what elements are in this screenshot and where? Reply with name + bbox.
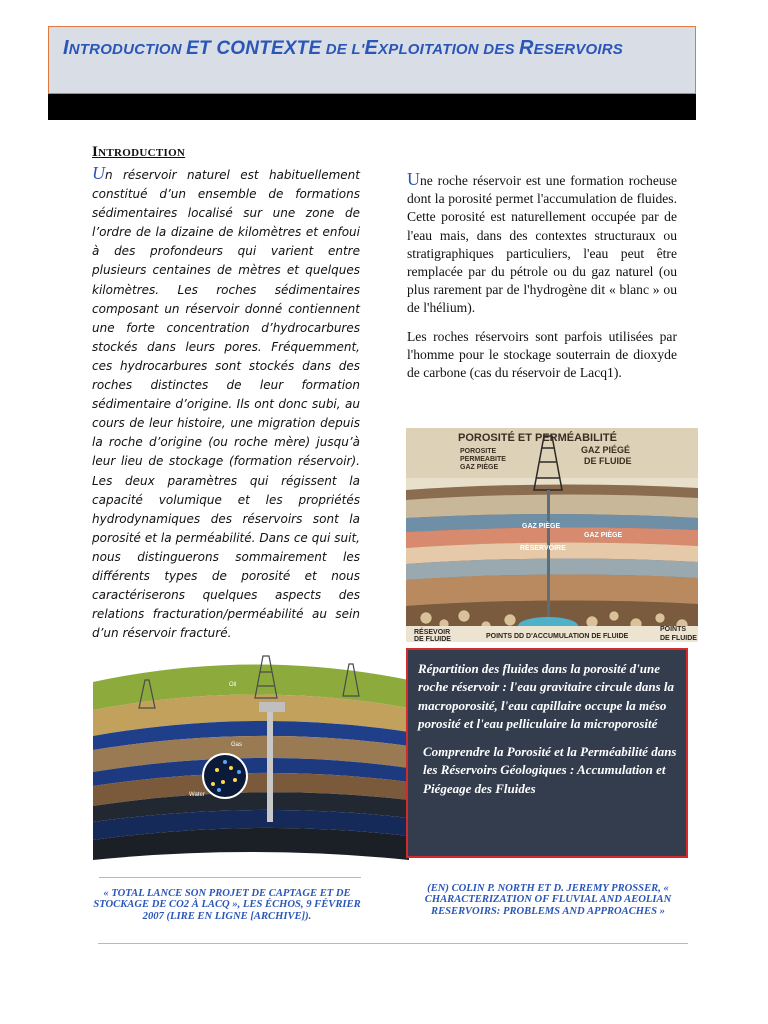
introduction-heading: Introduction <box>92 144 186 160</box>
co2-storage-paragraph: Les roches réservoirs sont parfois utilisées par l'homme pour le stockage souterrain de dioxyde de carbone (cas du réservoir de Lacq1). <box>407 328 677 381</box>
figure-label-left-3: GAZ PIÈGE <box>460 464 499 471</box>
figure-label-bottom-left-1: RÉSEVOIR <box>414 629 451 636</box>
figure-label-reservoir: RÉSERVOIRE <box>520 545 566 552</box>
footer-divider-left <box>99 877 361 878</box>
well-pipe <box>547 490 550 620</box>
figure-label-gaz2: GAZ PIÈGE <box>584 532 623 539</box>
page-header <box>48 26 696 120</box>
right-column <box>407 170 677 392</box>
figure-label-bottom-right-1: POINTS <box>660 626 687 633</box>
reservoir-definition-paragraph: Une roche réservoir est une formation rocheuse dont la porosité permet l'accumulation de fluides. Cette porosité est naturellement occupée par de l'eau mais, dans des contextes structuraux ou stratigraphiques particuliers, l'eau peut être remplacée par du pétrole ou du gaz naturel (ou plus rarement par de l'hydrogène dit « blanc » ou de l'hélium). <box>407 169 677 316</box>
introduction-text: Un réservoir naturel est habituellement constitué d’un ensemble de formations sédimentaires localisé sur une zone de l’ordre de la dizaine de kilomètres et enfoui à des profondeurs qui varient entre plusieurs centaines de mètres et quelques kilomètres. Les roches sédimentaires composant un réservoir donné contiennent une forte concentration d’hydrocarbures stockés dans leurs pores. Fréquemment, ces hydrocarbures sont stockés dans des roches distinctes de leur formation sédimentaire d’origine. Ils ont donc subi, au cours de leur histoire, une migration depuis la roche d’origine (ou roche mère) jusqu’à leur lieu de stockage (formation réservoir). Les deux paramètres qui régissent la capacité volumique et les propriétés hydrodynamiques des réservoirs sont la porosité et la perméabilité. Dans ce qui suit, nous distinguerons sommairement les différents types de porosité et nous caractériserons quelques aspects des relations fracturation/perméabilité au sein d’un réservoir fracturé. <box>92 163 360 641</box>
reference-left: « TOTAL LANCE SON PROJET DE CAPTAGE ET DE STOCKAGE DE CO2 À LACQ », LES ÉCHOS, 9 FÉVRIER 2007 (LIRE EN LIGNE [ARCHIVE]). <box>93 888 361 922</box>
figure-caption-box <box>406 648 688 858</box>
wellhead <box>259 702 285 712</box>
label-oil: Oil <box>229 682 237 688</box>
reservoir-block-diagram <box>91 650 412 862</box>
title-band <box>48 26 696 94</box>
figure-title: POROSITÉ ET PERMÉABILITÉ <box>458 432 617 444</box>
porosity-permeability-illustration <box>406 428 698 642</box>
label-gas: Gas <box>231 742 243 748</box>
caption-fluid-distribution: Répartition des fluides dans la porosité d'une roche réservoir : l'eau gravitaire circule dans la macroporosité, l'eau capillaire occupe la méso porosité et l'eau pelliculaire la microporosité <box>418 661 675 731</box>
dropcap: U <box>407 169 420 189</box>
well-bore <box>267 712 273 822</box>
label-water: Water <box>189 792 205 798</box>
caption-porosity-title: Comprendre la Porosité et la Perméabilité dans les Réservoirs Géologiques : Accumulation et Piégeage des Fluides <box>423 744 677 796</box>
figure-label-bottom-right-2: DE FLUIDE <box>660 635 697 642</box>
figure-label-right-1: GAZ PIÉGÉ <box>581 445 631 455</box>
footer-divider-bottom <box>98 943 688 944</box>
figure-label-middle: GAZ PIÈGE <box>522 523 561 530</box>
figure-label-right-2: DE FLUIDE <box>584 456 632 466</box>
header-black-bar <box>48 94 696 120</box>
dropcap: U <box>92 163 105 183</box>
page-title: INTRODUCTION ET CONTEXTE DE L'EXPLOITATION DES RESERVOIRS <box>63 37 623 59</box>
figure-label-left-1: POROSITE <box>460 448 497 455</box>
figure-label-bottom: POINTS DD D'ACCUMULATION DE FLUIDE <box>486 633 629 640</box>
figure-label-left-2: PERMEABITE <box>460 456 506 463</box>
reference-right: (EN) COLIN P. NORTH ET D. JEREMY PROSSER, « CHARACTERIZATION OF FLUVIAL AND AEOLIAN RESERVOIRS: PROBLEMS AND APPROACHES » <box>424 883 672 917</box>
figure-label-bottom-left-2: DE FLUIDE <box>414 636 451 642</box>
